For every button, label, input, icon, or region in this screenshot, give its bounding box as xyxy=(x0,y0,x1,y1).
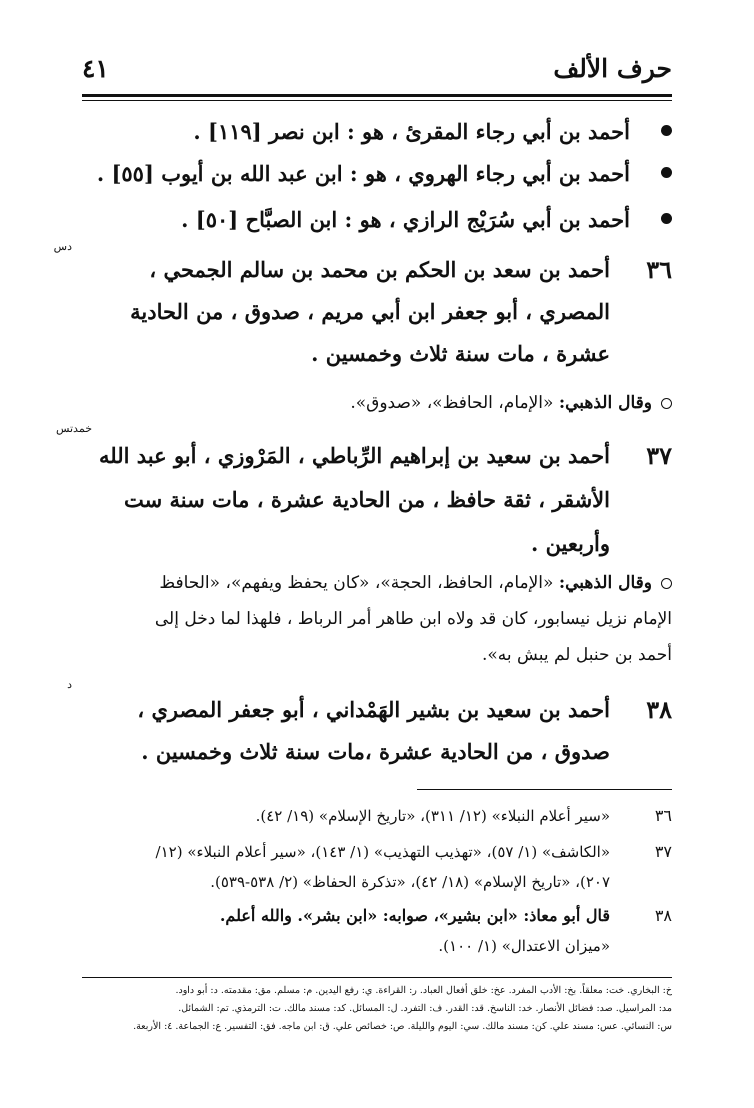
quote-text: «الإمام، الحافظ، الحجة»، «كان يحفظ ويفهم»، «الحافظ xyxy=(159,573,554,593)
quote-line xyxy=(80,386,652,420)
footnote-number: ٣٨ xyxy=(654,906,672,925)
narrator-symbols: خمدتس xyxy=(55,422,92,435)
header-rule-thick xyxy=(82,94,672,97)
circle-bullet-icon xyxy=(661,578,672,589)
footnote-number: ٣٦ xyxy=(654,806,672,825)
footnote xyxy=(80,838,672,894)
entry-line: المصري ، أبو جعفر ابن أبي مريم ، صدوق ، من الحادية xyxy=(130,299,610,324)
quote-label: وقال الذهبي: xyxy=(558,573,652,593)
footnote xyxy=(80,902,672,958)
bullet-icon xyxy=(661,167,672,178)
abbreviations-rule xyxy=(82,977,672,978)
dhahabi-quote xyxy=(80,566,672,676)
cross-reference-text: أحمد بن أبي سُرَيْج الرازي ، هو : ابن الصبَّاح [٥٠] . xyxy=(181,207,630,232)
page-number: ٤١ xyxy=(82,54,109,83)
abbreviations-line: س: النسائي. عس: مسند علي. كن: مسند مالك. سي: اليوم والليلة. ص: خصائص علي. ق: ابن ماجه. فق: التفسير. ع: الجماعة. ٤: الأربعة. xyxy=(133,1021,672,1032)
biography-entry xyxy=(67,678,672,778)
abbreviations-line: خ: البخاري. خت: معلقاً. بخ: الأدب المفرد. عخ: خلق أفعال العباد. ر: القراءة. ي: رفع اليدين. م: مسلم. مق: مقدمته. د: أبو داود. xyxy=(175,985,672,996)
quote-line xyxy=(80,566,652,600)
entry-line: الأشقر ، ثقة حافظ ، من الحادية عشرة ، مات سنة ست xyxy=(123,487,610,512)
abbreviations-line: مد: المراسيل. صد: فضائل الأنصار. خد: الناسخ. قد: القدر. ف: التفرد. ل: المسائل. كد: مسند مالك. ت: الترمذي. تم: الشمائل. xyxy=(178,1003,672,1014)
biography-entry xyxy=(53,240,672,378)
dhahabi-quote xyxy=(80,386,672,420)
cross-reference-text: أحمد بن أبي رجاء المقرئ ، هو : ابن نصر [١١٩] . xyxy=(193,119,630,144)
footnote xyxy=(80,802,672,830)
footnote-line: «الكاشف» (١/ ٥٧)، «تهذيب التهذيب» (١/ ١٤٣)، «سير أعلام النبلاء» (١٢/ xyxy=(155,843,610,861)
entry-line: أحمد بن سعيد بن إبراهيم الرِّباطي ، المَرْوزي ، أبو عبد الله xyxy=(98,443,610,468)
quote-label: وقال الذهبي: xyxy=(558,393,652,413)
chapter-title: حرف الألف xyxy=(553,54,672,83)
quote-text: «الإمام، الحافظ»، «صدوق». xyxy=(350,393,554,413)
entry-line: أحمد بن سعيد بن بشير الهَمْداني ، أبو جعفر المصري ، xyxy=(137,697,610,722)
narrator-symbols: د xyxy=(67,678,72,691)
footnote-line: قال أبو معاذ: «ابن بشير»، صوابه: «ابن بشر». والله أعلم. xyxy=(219,906,610,925)
cross-reference-item xyxy=(110,200,672,240)
page-header xyxy=(82,54,672,92)
narrator-symbols: دس xyxy=(53,240,72,253)
entry-number: ٣٦ xyxy=(646,255,672,284)
cross-reference-item xyxy=(96,154,672,194)
entry-line: وأربعين . xyxy=(530,531,610,556)
entry-number: ٣٨ xyxy=(646,695,672,724)
quote-line: الإمام نزيل نيسابور، كان قد ولاه ابن طاهر أمر الرباط ، فلهذا لما دخل إلى xyxy=(154,609,672,629)
entry-line: صدوق ، من الحادية عشرة ،مات سنة ثلاث وخمسين . xyxy=(141,739,610,764)
footnote-separator xyxy=(417,789,672,790)
footnote-line: «سير أعلام النبلاء» (١٢/ ٣١١)، «تاريخ الإسلام» (١٩/ ٤٢). xyxy=(255,807,610,825)
bullet-icon xyxy=(661,125,672,136)
circle-bullet-icon xyxy=(661,398,672,409)
footnote-line: ٢٠٧)، «تاريخ الإسلام» (١٨/ ٤٢)، «تذكرة الحفاظ» (٢/ ٥٣٨-٥٣٩). xyxy=(210,873,610,891)
footnote-number: ٣٧ xyxy=(654,842,672,861)
entry-line: أحمد بن سعد بن الحكم بن محمد بن سالم الجمحي ، xyxy=(149,257,610,282)
header-rule-thin xyxy=(82,100,672,101)
cross-reference-text: أحمد بن أبي رجاء الهروي ، هو : ابن عبد الله بن أيوب [٥٥] . xyxy=(96,161,630,186)
entry-number: ٣٧ xyxy=(646,441,672,470)
entry-line: عشرة ، مات سنة ثلاث وخمسين . xyxy=(311,341,610,366)
biography-entry xyxy=(55,422,672,564)
bullet-icon xyxy=(661,213,672,224)
footnote-line: «ميزان الاعتدال» (١/ ١٠٠). xyxy=(438,937,610,955)
cross-reference-item xyxy=(110,112,672,152)
quote-line: أحمد بن حنبل لم يبش به». xyxy=(482,645,672,665)
